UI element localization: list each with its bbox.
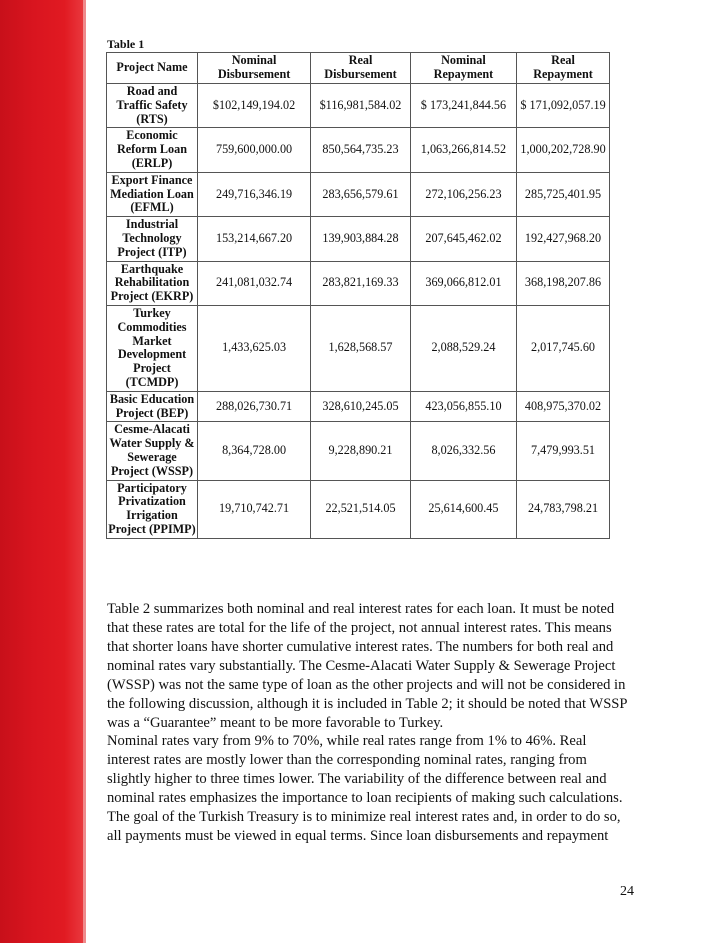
nominal-disbursement-cell: 153,214,667.20 [198, 217, 311, 261]
table-header-row [107, 53, 610, 84]
nominal-repayment-cell: 2,088,529.24 [410, 305, 516, 391]
header-project-name: Project Name [107, 53, 198, 84]
nominal-disbursement-cell: 759,600,000.00 [198, 128, 311, 172]
table-row [107, 480, 610, 538]
project-name-cell: Turkey Commodities Market Development Project (TCMDP) [107, 305, 198, 391]
header-real-disbursement: Real Disbursement [311, 53, 411, 84]
real-repayment-cell: 7,479,993.51 [517, 422, 610, 480]
real-repayment-cell: 408,975,370.02 [517, 391, 610, 422]
loan-table [106, 52, 610, 539]
nominal-disbursement-cell: 241,081,032.74 [198, 261, 311, 305]
header-nominal-repayment: Nominal Repayment [410, 53, 516, 84]
project-name-cell: Industrial Technology Project (ITP) [107, 217, 198, 261]
table-row [107, 305, 610, 391]
nominal-disbursement-cell: 249,716,346.19 [198, 172, 311, 216]
real-disbursement-cell: 283,821,169.33 [311, 261, 411, 305]
table-row [107, 422, 610, 480]
nominal-repayment-cell: 8,026,332.56 [410, 422, 516, 480]
nominal-disbursement-cell: 1,433,625.03 [198, 305, 311, 391]
body-paragraph-1: Table 2 summarizes both nominal and real interest rates for each loan. It must be noted that these rates are total for the life of the project, not annual interest rates. This means that shorter loans have shorter cumulative interest rates. The numbers for both real and nominal rates vary substantially. The Cesme-Alacati Water Supply & Sewerage Project (WSSP) was not the same type of loan as the other projects and will not be considered in the following discussion, although it is included in Table 2; it should be noted that WSSP was a “Guarantee” meant to be more favorable to Turkey. [107, 601, 628, 731]
project-name-cell: Road and Traffic Safety (RTS) [107, 84, 198, 128]
real-disbursement-cell: 9,228,890.21 [311, 422, 411, 480]
project-name-cell: Earthquake Rehabilitation Project (EKRP) [107, 261, 198, 305]
real-repayment-cell: 24,783,798.21 [517, 480, 610, 538]
real-disbursement-cell: 1,628,568.57 [311, 305, 411, 391]
project-name-cell: Export Finance Mediation Loan (EFML) [107, 172, 198, 216]
nominal-disbursement-cell: $102,149,194.02 [198, 84, 311, 128]
document-page [86, 0, 728, 943]
table-row [107, 391, 610, 422]
nominal-disbursement-cell: 8,364,728.00 [198, 422, 311, 480]
nominal-disbursement-cell: 288,026,730.71 [198, 391, 311, 422]
table-row [107, 84, 610, 128]
nominal-repayment-cell: 25,614,600.45 [410, 480, 516, 538]
nominal-disbursement-cell: 19,710,742.71 [198, 480, 311, 538]
real-repayment-cell: 1,000,202,728.90 [517, 128, 610, 172]
real-disbursement-cell: 139,903,884.28 [311, 217, 411, 261]
table-row [107, 172, 610, 216]
real-repayment-cell: 192,427,968.20 [517, 217, 610, 261]
red-side-band [0, 0, 86, 943]
project-name-cell: Basic Education Project (BEP) [107, 391, 198, 422]
table-row [107, 261, 610, 305]
nominal-repayment-cell: 423,056,855.10 [410, 391, 516, 422]
table-row [107, 217, 610, 261]
project-name-cell: Participatory Privatization Irrigation Project (PPIMP) [107, 480, 198, 538]
real-repayment-cell: 285,725,401.95 [517, 172, 610, 216]
real-disbursement-cell: 283,656,579.61 [311, 172, 411, 216]
nominal-repayment-cell: 272,106,256.23 [410, 172, 516, 216]
real-repayment-cell: 2,017,745.60 [517, 305, 610, 391]
real-disbursement-cell: 328,610,245.05 [311, 391, 411, 422]
body-paragraph-2: Nominal rates vary from 9% to 70%, while real rates range from 1% to 46%. Real interest rates are mostly lower than the corresponding nominal rates, ranging from slightly higher to three times lower. The variability of the difference between real and nominal rates emphasizes the importance to loan recipients of making such calculations. The goal of the Turkish Treasury is to minimize real interest rates and, in order to do so, all payments must be viewed in equal terms. Since loan disbursements and repayment [107, 733, 623, 844]
real-disbursement-cell: $116,981,584.02 [311, 84, 411, 128]
real-disbursement-cell: 850,564,735.23 [311, 128, 411, 172]
nominal-repayment-cell: 207,645,462.02 [410, 217, 516, 261]
table-caption: Table 1 [107, 37, 145, 51]
header-nominal-disbursement: Nominal Disbursement [198, 53, 311, 84]
project-name-cell: Cesme-Alacati Water Supply & Sewerage Project (WSSP) [107, 422, 198, 480]
project-name-cell: Economic Reform Loan (ERLP) [107, 128, 198, 172]
table-row [107, 128, 610, 172]
real-disbursement-cell: 22,521,514.05 [311, 480, 411, 538]
nominal-repayment-cell: 1,063,266,814.52 [410, 128, 516, 172]
nominal-repayment-cell: $ 173,241,844.56 [410, 84, 516, 128]
nominal-repayment-cell: 369,066,812.01 [410, 261, 516, 305]
page-number: 24 [620, 884, 634, 899]
real-repayment-cell: $ 171,092,057.19 [517, 84, 610, 128]
header-real-repayment: Real Repayment [517, 53, 610, 84]
real-repayment-cell: 368,198,207.86 [517, 261, 610, 305]
